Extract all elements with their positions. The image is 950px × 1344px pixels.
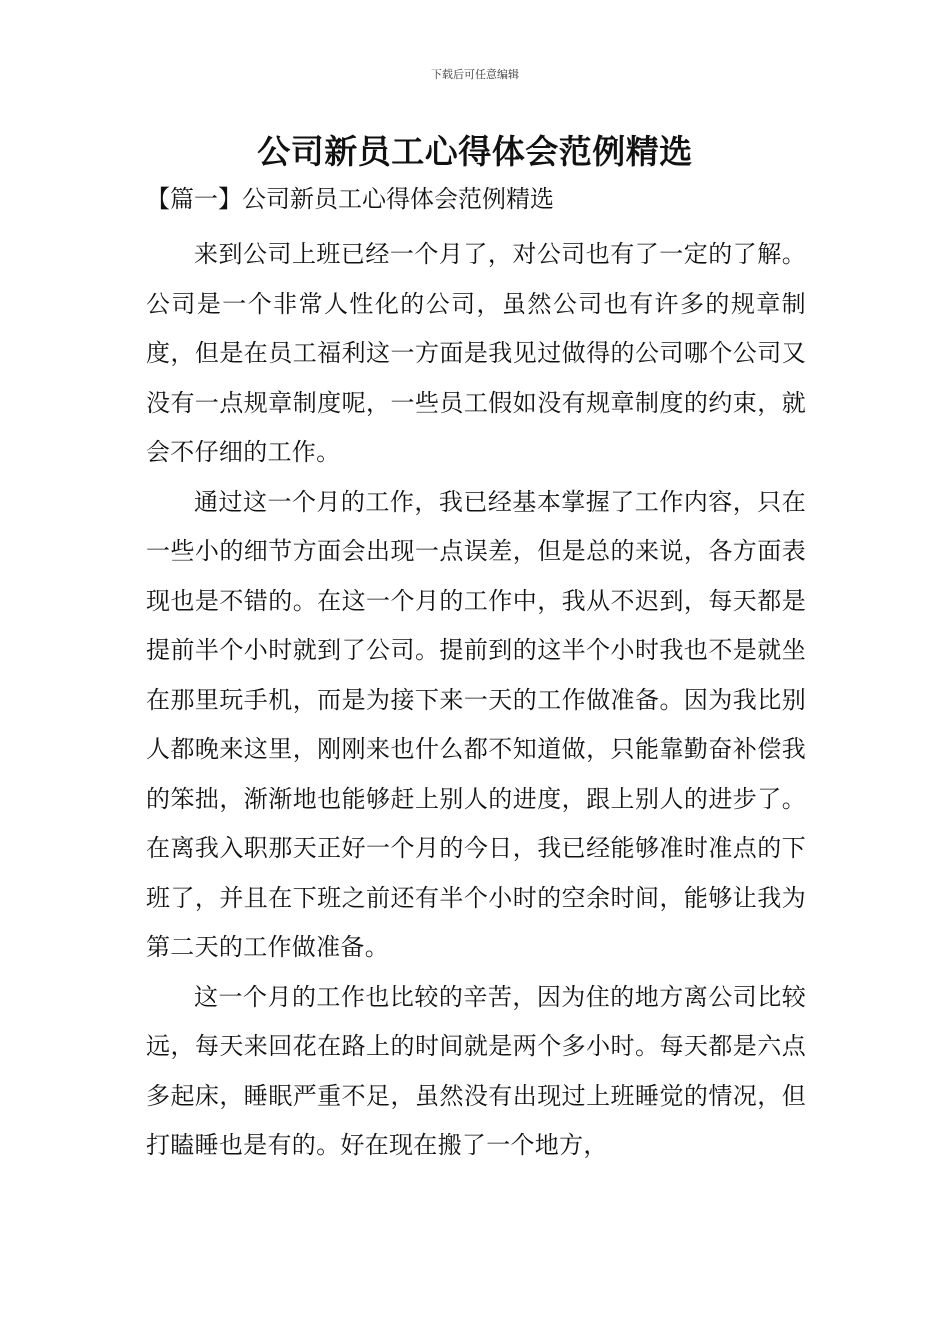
section-heading: 【篇一】公司新员工心得体会范例精选: [146, 185, 554, 213]
paragraph-2: 通过这一个月的工作，我已经基本掌握了工作内容，只在一些小的细节方面会出现一点误差，但是总的来说，各方面表现也是不错的。在这一个月的工作中，我从不迟到，每天都是提前半个小时就到了公司。提前到的这半个小时我也不是就坐在那里玩手机，而是为接下来一天的工作做准备。因为我比别人都晚来这里，刚刚来也什么都不知道做，只能靠勤奋补偿我的笨拙，渐渐地也能够赶上别人的进度，跟上别人的进步了。在离我入职那天正好一个月的今日，我已经能够准时准点的下班了，并且在下班之前还有半个小时的空余时间，能够让我为第二天的工作做准备。: [146, 487, 806, 961]
paragraph-1: 来到公司上班已经一个月了，对公司也有了一定的了解。公司是一个非常人性化的公司，虽然公司也有许多的规章制度，但是在员工福利这一方面是我见过做得的公司哪个公司又没有一点规章制度呢，一些员工假如没有规章制度的约束，就会不仔细的工作。: [146, 240, 806, 466]
document-title: 公司新员工心得体会范例精选: [257, 132, 693, 171]
paragraph-3: 这一个月的工作也比较的辛苦，因为住的地方离公司比较远，每天来回花在路上的时间就是两个多小时。每天都是六点多起床，睡眠严重不足，虽然没有出现过上班睡觉的情况，但打瞌睡也是有的。好在现在搬了一个地方，: [146, 982, 806, 1159]
header-note: 下载后可任意编辑: [431, 68, 519, 81]
document-body: [146, 230, 806, 1171]
